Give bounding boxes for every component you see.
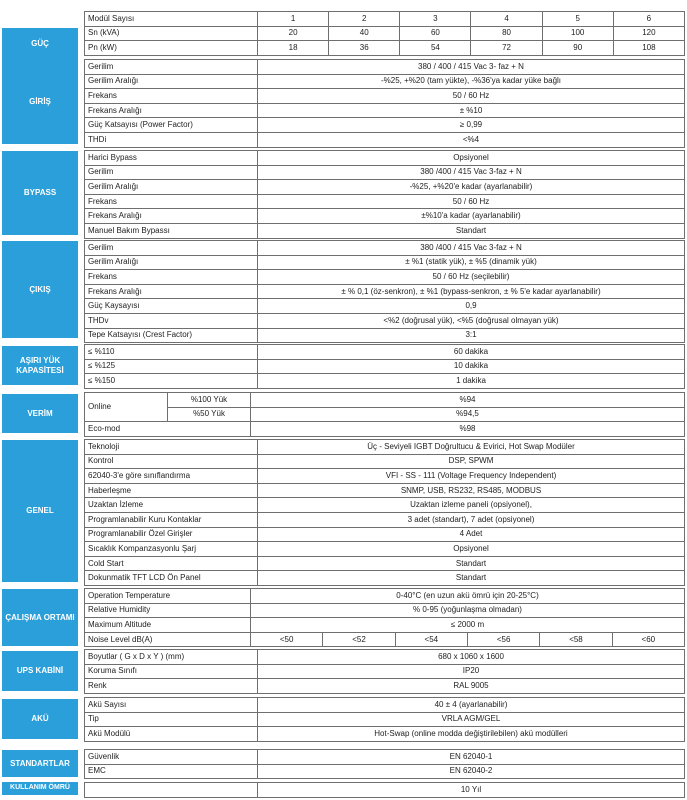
- table-row: [85, 498, 685, 513]
- cell-value: <50: [251, 632, 323, 647]
- table-row: [85, 750, 685, 765]
- table-row: [85, 571, 685, 586]
- battery-table: [84, 697, 685, 742]
- row-value: -%25, +%20 (tam yükte), -%36'ya kadar yüke bağlı: [258, 74, 685, 89]
- row-label: Akü Modülü: [85, 727, 258, 742]
- row-label: %100 Yük: [168, 393, 251, 408]
- row-value: IP20: [258, 664, 685, 679]
- row-label: Teknoloji: [85, 440, 258, 455]
- row-value: 60 dakika: [258, 345, 685, 360]
- section-title: VERİM: [2, 394, 78, 433]
- row-value: ± %10: [258, 103, 685, 118]
- table-row: [85, 299, 685, 314]
- table-row: [85, 255, 685, 270]
- row-label: Relative Humidity: [85, 603, 251, 618]
- cell-value: 40: [329, 26, 400, 41]
- table-row: [85, 12, 685, 27]
- standards-table: [84, 749, 685, 779]
- table-row: [85, 374, 685, 389]
- table-row: [85, 407, 685, 422]
- lifetime-table: [84, 782, 685, 798]
- section-title: GENEL: [2, 440, 78, 582]
- cell-value: <60: [612, 632, 684, 647]
- table-row: [85, 103, 685, 118]
- row-value: 3:1: [258, 328, 685, 343]
- row-value: Uzaktan izleme paneli (opsiyonel),: [258, 498, 685, 513]
- cell-value: <56: [467, 632, 539, 647]
- table-row: [85, 650, 685, 665]
- cell-value: 72: [471, 41, 542, 56]
- row-label: Gerilim: [85, 60, 258, 75]
- row-label: 62040-3'e göre sınıflandırma: [85, 469, 258, 484]
- table-row: [85, 180, 685, 195]
- row-value: 50 / 60 Hz (seçilebilir): [258, 270, 685, 285]
- row-value: 4 Adet: [258, 527, 685, 542]
- row-label: Dokunmatik TFT LCD Ön Panel: [85, 571, 258, 586]
- table-row: [85, 512, 685, 527]
- cell-value: 90: [542, 41, 613, 56]
- row-label: Tepe Katsayısı (Crest Factor): [85, 328, 258, 343]
- row-label: Maximum Altitude: [85, 618, 251, 633]
- row-label: THDv: [85, 313, 258, 328]
- row-label: Boyutlar ( G x D x Y ) (mm): [85, 650, 258, 665]
- table-row: [85, 440, 685, 455]
- row-label: Eco-mod: [85, 422, 251, 437]
- cell-value: <54: [395, 632, 467, 647]
- cell-value: 100: [542, 26, 613, 41]
- row-label: Pn (kW): [85, 41, 258, 56]
- row-value: Opsiyonel: [258, 151, 685, 166]
- row-label: [85, 783, 258, 798]
- table-row: [85, 89, 685, 104]
- table-row: [85, 783, 685, 798]
- row-label: Programlanabilir Kuru Kontaklar: [85, 512, 258, 527]
- row-label: Haberleşme: [85, 483, 258, 498]
- row-value: Hot-Swap (online modda değiştirilebilen) akü modülleri: [258, 727, 685, 742]
- row-value: %94,5: [251, 407, 685, 422]
- table-row: [85, 132, 685, 147]
- row-value: <%2 (doğrusal yük), <%5 (doğrusal olmayan yük): [258, 313, 685, 328]
- row-value: 380 / 400 / 415 Vac 3- faz + N: [258, 60, 685, 75]
- table-row: [85, 422, 685, 437]
- row-value: Standart: [258, 556, 685, 571]
- table-row: [85, 542, 685, 557]
- row-value: Standart: [258, 571, 685, 586]
- row-value: ≤ 2000 m: [251, 618, 685, 633]
- table-row: [85, 393, 685, 408]
- row-label: Sıcaklık Kompanzasyonlu Şarj: [85, 542, 258, 557]
- row-label: Gerilim Aralığı: [85, 180, 258, 195]
- section-title: ÇALIŞMA ORTAMI: [2, 589, 78, 646]
- row-label: Güvenlik: [85, 750, 258, 765]
- section-title: AKÜ: [2, 699, 78, 739]
- table-row: [85, 313, 685, 328]
- row-label: Frekans: [85, 194, 258, 209]
- cell-value: 54: [400, 41, 471, 56]
- table-row: [85, 664, 685, 679]
- row-label: Frekans: [85, 270, 258, 285]
- module-5: 5: [542, 12, 613, 27]
- efficiency-table: [84, 392, 685, 437]
- module-6: 6: [613, 12, 684, 27]
- row-value: 0,9: [258, 299, 685, 314]
- overload-table: [84, 344, 685, 389]
- row-label: Frekans Aralığı: [85, 284, 258, 299]
- table-row: [85, 241, 685, 256]
- table-row: [85, 679, 685, 694]
- row-value: %94: [251, 393, 685, 408]
- row-label: Frekans Aralığı: [85, 103, 258, 118]
- row-value: Standart: [258, 223, 685, 238]
- section-title: STANDARTLAR: [2, 750, 78, 777]
- table-row: [85, 345, 685, 360]
- row-value: EN 62040-1: [258, 750, 685, 765]
- row-value: 0-40°C (en uzun akü ömrü için 20-25°C): [251, 589, 685, 604]
- cell-value: 36: [329, 41, 400, 56]
- row-value: -%25, +%20'e kadar (ayarlanabilir): [258, 180, 685, 195]
- table-row: [85, 618, 685, 633]
- row-label: Uzaktan İzleme: [85, 498, 258, 513]
- row-label: Noise Level dB(A): [85, 632, 251, 647]
- row-value: 3 adet (standart), 7 adet (opsiyonel): [258, 512, 685, 527]
- row-label: Kontrol: [85, 454, 258, 469]
- row-value: SNMP, USB, RS232, RS485, MODBUS: [258, 483, 685, 498]
- row-value: %98: [251, 422, 685, 437]
- row-label: Frekans: [85, 89, 258, 104]
- row-label: Tip: [85, 712, 258, 727]
- row-value: Opsiyonel: [258, 542, 685, 557]
- row-value: 50 / 60 Hz: [258, 194, 685, 209]
- section-title: BYPASS: [2, 151, 78, 235]
- row-label: Sn (kVA): [85, 26, 258, 41]
- cell-value: <52: [323, 632, 395, 647]
- table-row: [85, 556, 685, 571]
- cell-value: 18: [258, 41, 329, 56]
- row-label: Gerilim: [85, 241, 258, 256]
- row-value: VRLA AGM/GEL: [258, 712, 685, 727]
- row-label: Koruma Sınıfı: [85, 664, 258, 679]
- row-label: Gerilim: [85, 165, 258, 180]
- row-label: Akü Sayısı: [85, 698, 258, 713]
- table-row: [85, 603, 685, 618]
- row-label: ≤ %110: [85, 345, 258, 360]
- row-label: EMC: [85, 764, 258, 779]
- row-label: Frekans Aralığı: [85, 209, 258, 224]
- table-row: [85, 632, 685, 647]
- power-table: [84, 11, 685, 56]
- table-row: [85, 359, 685, 374]
- table-row: [85, 727, 685, 742]
- bypass-table: [84, 150, 685, 239]
- cell-value: 20: [258, 26, 329, 41]
- cell-value: 120: [613, 26, 684, 41]
- header-label: Modül Sayısı: [85, 12, 258, 27]
- table-row: [85, 698, 685, 713]
- row-label: Operation Temperature: [85, 589, 251, 604]
- row-value: 380 /400 / 415 Vac 3-faz + N: [258, 165, 685, 180]
- row-value: Üç - Seviyeli IGBT Doğrultucu & Evirici, Hot Swap Modüler: [258, 440, 685, 455]
- module-3: 3: [400, 12, 471, 27]
- row-value: 1 dakika: [258, 374, 685, 389]
- module-4: 4: [471, 12, 542, 27]
- section-title: GİRİŞ: [2, 60, 78, 144]
- row-value: 10 dakika: [258, 359, 685, 374]
- table-row: [85, 712, 685, 727]
- row-label: Cold Start: [85, 556, 258, 571]
- table-row: [85, 764, 685, 779]
- table-row: [85, 469, 685, 484]
- row-value: 40 ± 4 (ayarlanabilir): [258, 698, 685, 713]
- row-label: THDi: [85, 132, 258, 147]
- section-title: ÇIKIŞ: [2, 241, 78, 338]
- table-row: [85, 118, 685, 133]
- module-2: 2: [329, 12, 400, 27]
- row-value: 680 x 1060 x 1600: [258, 650, 685, 665]
- table-row: [85, 26, 685, 41]
- row-value: 10 Yıl: [258, 783, 685, 798]
- row-label: Gerilim Aralığı: [85, 74, 258, 89]
- table-row: [85, 194, 685, 209]
- row-value: DSP, SPWM: [258, 454, 685, 469]
- table-row: [85, 483, 685, 498]
- row-value: % 0-95 (yoğunlaşma olmadan): [251, 603, 685, 618]
- row-label: Manuel Bakım Bypassı: [85, 223, 258, 238]
- table-row: [85, 60, 685, 75]
- row-value: ≥ 0,99: [258, 118, 685, 133]
- row-label: Gerilim Aralığı: [85, 255, 258, 270]
- input-table: [84, 59, 685, 148]
- row-value: 380 /400 / 415 Vac 3-faz + N: [258, 241, 685, 256]
- table-row: [85, 284, 685, 299]
- cell-value: <58: [540, 632, 612, 647]
- general-table: [84, 439, 685, 586]
- row-label: Programlanabilir Özel Girişler: [85, 527, 258, 542]
- row-label: Harici Bypass: [85, 151, 258, 166]
- section-title: KULLANIM ÖMRÜ: [2, 782, 78, 795]
- section-title: AŞIRI YÜK KAPASİTESİ: [2, 346, 78, 385]
- table-row: [85, 270, 685, 285]
- table-row: [85, 454, 685, 469]
- table-row: [85, 165, 685, 180]
- row-value: EN 62040-2: [258, 764, 685, 779]
- row-label: Güç Kaysayısı: [85, 299, 258, 314]
- table-row: [85, 74, 685, 89]
- table-row: [85, 151, 685, 166]
- table-row: [85, 328, 685, 343]
- cabinet-table: [84, 649, 685, 694]
- row-value: ± % 0,1 (öz-senkron), ± %1 (bypass-senkron, ± % 5'e kadar ayarlanabilir): [258, 284, 685, 299]
- table-row: [85, 223, 685, 238]
- online-label: Online: [85, 393, 168, 422]
- row-value: VFI - SS - 111 (Voltage Frequency Independent): [258, 469, 685, 484]
- cell-value: 60: [400, 26, 471, 41]
- row-value: 50 / 60 Hz: [258, 89, 685, 104]
- row-label: ≤ %125: [85, 359, 258, 374]
- row-label: Renk: [85, 679, 258, 694]
- row-label: ≤ %150: [85, 374, 258, 389]
- module-1: 1: [258, 12, 329, 27]
- row-value: ± %1 (statik yük), ± %5 (dinamik yük): [258, 255, 685, 270]
- cell-value: 108: [613, 41, 684, 56]
- section-title: GÜÇ: [2, 28, 78, 60]
- cell-value: 80: [471, 26, 542, 41]
- environment-table: [84, 588, 685, 647]
- table-row: [85, 41, 685, 56]
- table-row: [85, 589, 685, 604]
- output-table: [84, 240, 685, 343]
- row-value: RAL 9005: [258, 679, 685, 694]
- section-title: UPS KABİNİ: [2, 651, 78, 691]
- row-value: <%4: [258, 132, 685, 147]
- row-label: %50 Yük: [168, 407, 251, 422]
- row-label: Güç Katsayısı (Power Factor): [85, 118, 258, 133]
- table-row: [85, 527, 685, 542]
- table-row: [85, 209, 685, 224]
- row-value: ±%10'a kadar (ayarlanabilir): [258, 209, 685, 224]
